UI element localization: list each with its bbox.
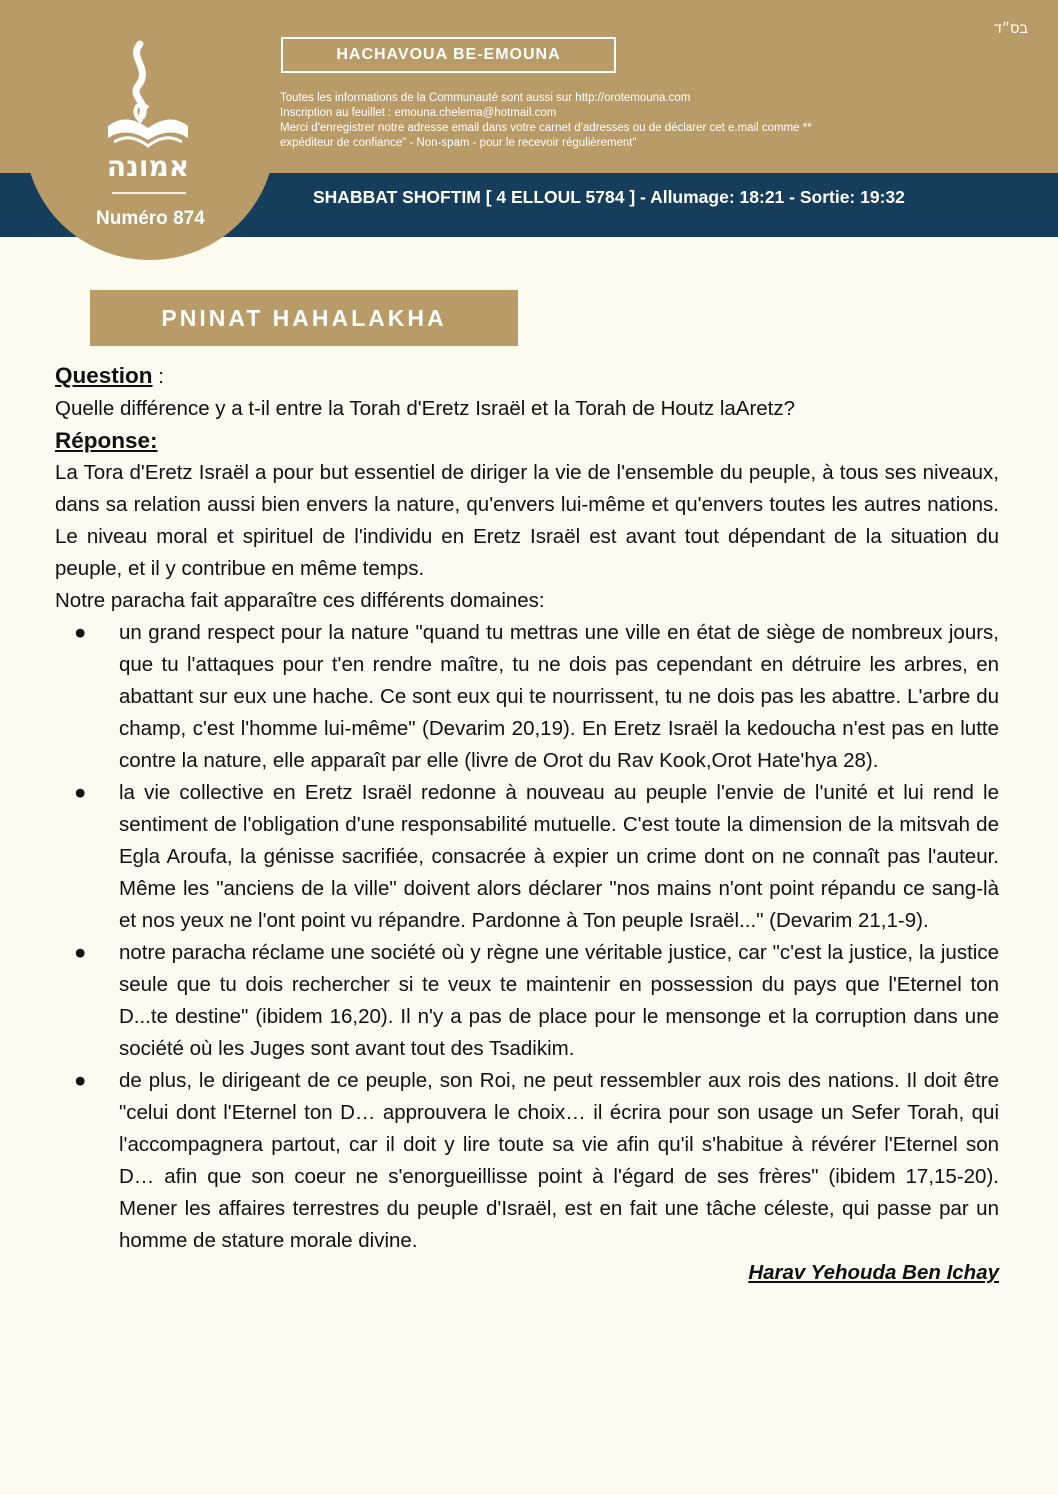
section-title: PNINAT HAHALAKHA (90, 290, 518, 346)
list-item-text: de plus, le dirigeant de ce peuple, son Roi, ne peut ressembler aux rois des nations. Il doit être "celui dont l'Eternel ton D… approuvera le choix… il écrira pour son usage un Sefer Torah, qui l'accompagnera partout, car il doit y lire toute sa vie afin qu'il s'habitue à révérer l'Eternel son D… afin que son coeur ne s'enorgueillisse point à l'égard de ses frères" (ibidem 17,15-20). Mener les affaires terrestres du peuple d'Israël, est en fait une tâche céleste, qui passe par un homme de stature morale divine. (119, 1069, 999, 1252)
list-item (55, 937, 999, 1065)
bullet-icon: ● (74, 941, 87, 964)
list-item (55, 1065, 999, 1257)
info-line: Inscription au feuillet : emouna.chelema@hotmail.com (280, 107, 557, 119)
shabbat-times: SHABBAT SHOFTIM [ 4 ELLOUL 5784 ] - Allumage: 18:21 - Sortie: 19:32 (313, 187, 905, 207)
svg-text:אמונה: אמונה (106, 150, 190, 183)
info-line: Merci d'enregistrer notre adresse email dans votre carnet d'adresses ou de déclarer cet e.mail comme ** (280, 122, 812, 134)
signature: Harav Yehouda Ben Ichay (748, 1261, 999, 1284)
question-separator: : (152, 365, 164, 388)
question-text: Quelle différence y a t-il entre la Torah d'Eretz Israël et la Torah de Houtz laAretz? (55, 397, 796, 420)
logo-divider (112, 192, 186, 194)
bsd-mark: בס״ד (994, 20, 1028, 36)
list-item (55, 777, 999, 937)
answer-paragraph: La Tora d'Eretz Israël a pour but essentiel de diriger la vie de l'ensemble du peuple, à tous ses niveaux, dans sa relation aussi bien envers la nature, qu'envers lui-même et qu'envers toutes les autres nations. Le niveau moral et spirituel de l'individu en Eretz Israël est avant tout dépendant de la situation du peuple, et il y contribue en même temps. (55, 461, 999, 580)
bullet-list (55, 617, 999, 1257)
list-item-text: la vie collective en Eretz Israël redonne à nouveau au peuple l'envie de l'unité et lui rend le sentiment de l'obligation d'une responsabilité mutuelle. C'est toute la dimension de la mitsvah de Egla Aroufa, la génisse sacrifiée, consacrée à expier un crime dont on ne connaît pas l'auteur. Même les "anciens de la ville" doivent alors déclarer "nos mains n'ont point répandu ce sang-là et nos yeux ne l'ont point vu répandre. Pardonne à Ton peuple Israël..." (Devarim 21,1-9). (119, 781, 999, 932)
bullet-icon: ● (74, 621, 87, 644)
info-line: Toutes les informations de la Communauté sont aussi sur http://orotemouna.com (280, 92, 691, 104)
intro-line: Notre paracha fait apparaître ces différents domaines: (55, 589, 545, 612)
list-item-text: notre paracha réclame une société où y règne une véritable justice, car "c'est la justice, la justice seule que tu dois rechercher si te veux te maintenir en possession du pays que l'Eternel ton D...te destine" (ibidem 16,20). Il n'y a pas de place pour le mensonge et la corruption dans une société où les Juges sont avant tout des Tsadikim. (119, 941, 999, 1060)
bullet-icon: ● (74, 781, 87, 804)
answer-label: Réponse: (55, 428, 158, 453)
newsletter-banner: HACHAVOUA BE-EMOUNA (281, 37, 616, 73)
bullet-icon: ● (74, 1069, 87, 1092)
list-item-text: un grand respect pour la nature "quand tu mettras une ville en état de siège de nombreux jours, que tu l'attaques pour t'en rendre maître, tu ne dois pas cependant en détruire les arbres, en abattant sur eux une hache. Ce sont eux qui te nourrissent, tu ne dois pas les abattre. L'arbre du champ, c'est l'homme lui-même" (Devarim 20,19). En Eretz Israël la kedoucha n'est pas en lutte contre la nature, elle apparaît par elle (livre de Orot du Rav Kook,Orot Hate'hya 28). (119, 621, 999, 772)
emouna-logo-icon (100, 38, 196, 188)
question-heading (55, 360, 999, 393)
issue-number: Numéro 874 (96, 208, 205, 229)
info-block (280, 91, 980, 151)
article-body (55, 360, 999, 1289)
question-label: Question (55, 363, 153, 388)
info-line: expéditeur de confiance" - Non-spam - pour le recevoir régulièrement" (280, 137, 637, 149)
list-item (55, 617, 999, 777)
